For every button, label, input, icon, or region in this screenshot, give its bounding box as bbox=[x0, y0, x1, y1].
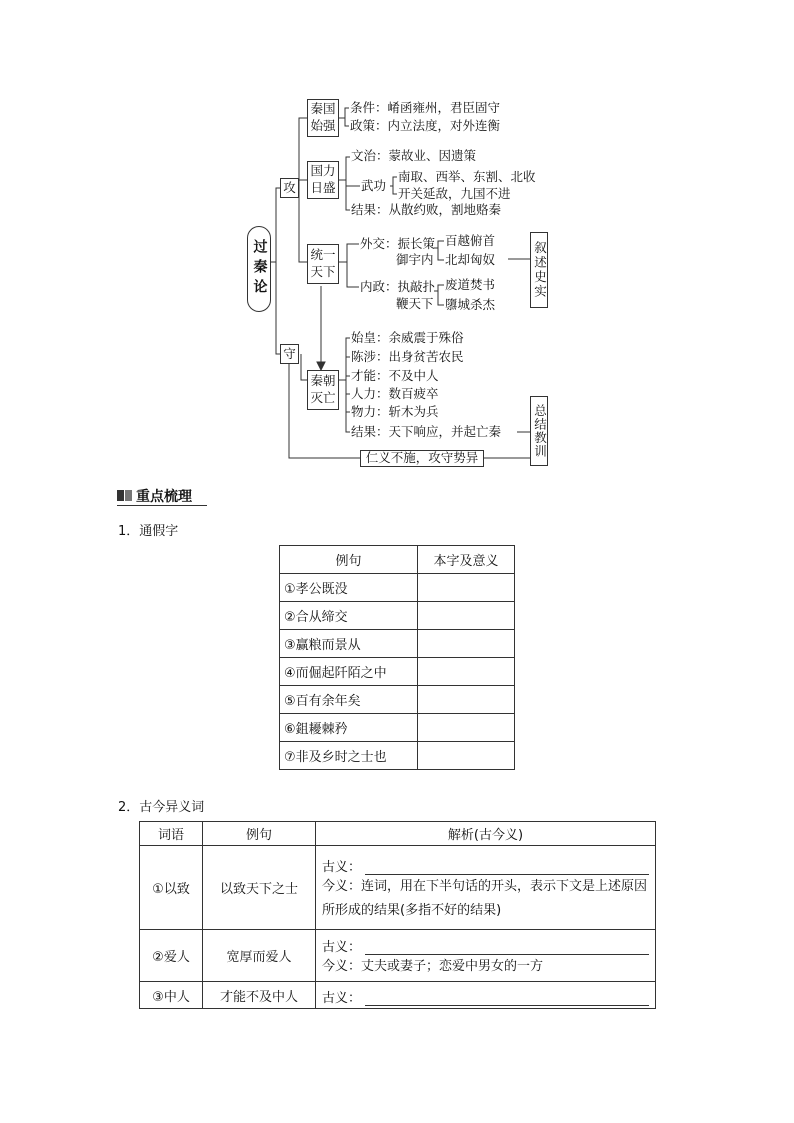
analysis-cell bbox=[316, 846, 656, 930]
attack-node bbox=[280, 178, 299, 198]
ancient-label: 古义： bbox=[322, 939, 362, 955]
unify-neizheng-label2: 鞭天下 bbox=[396, 296, 434, 311]
tongjiazi-table bbox=[279, 545, 515, 770]
unify-line2: 天下 bbox=[310, 264, 336, 279]
defend-label: 守 bbox=[283, 345, 296, 361]
conclusion-label: 仁义不施，攻守势异 bbox=[365, 450, 479, 466]
word-cell: ③中人 bbox=[140, 982, 203, 1009]
defend-node bbox=[280, 344, 299, 364]
unify-waijiao-label: 外交：振长策 bbox=[360, 236, 436, 251]
example-cell: ④而倔起阡陌之中 bbox=[280, 658, 418, 686]
example-cell: ②合从缔交 bbox=[280, 602, 418, 630]
section-marker-icon bbox=[117, 490, 124, 501]
ancient-answer-line[interactable] bbox=[365, 940, 649, 955]
fall-item: 物力：斩木为兵 bbox=[351, 404, 439, 419]
unify-waijiao-b: 北却匈奴 bbox=[445, 252, 496, 267]
root-node bbox=[247, 226, 271, 312]
fall-line2: 灭亡 bbox=[310, 390, 336, 405]
table-row bbox=[280, 630, 515, 658]
example-cell: ①孝公既没 bbox=[280, 574, 418, 602]
answer-cell[interactable] bbox=[418, 742, 515, 770]
power-wenzhi: 文治：蒙故业、因遗策 bbox=[351, 148, 477, 163]
table-row bbox=[140, 982, 656, 1009]
section-title: 重点梳理 bbox=[136, 489, 192, 505]
power-line1: 国力 bbox=[310, 163, 336, 179]
table-row bbox=[280, 714, 515, 742]
fall-line1: 秦朝 bbox=[310, 373, 336, 389]
table-row bbox=[280, 742, 515, 770]
unify-neizheng-b: 隳城杀杰 bbox=[445, 297, 496, 312]
ancient-meaning-row bbox=[322, 984, 649, 1006]
qin-fall-node bbox=[307, 370, 339, 410]
fall-item: 结果：天下响应，并起亡秦 bbox=[351, 424, 502, 439]
answer-cell[interactable] bbox=[418, 630, 515, 658]
table-row bbox=[140, 930, 656, 982]
part2-title: 2．古今异义词 bbox=[118, 800, 205, 815]
ancient-label: 古义： bbox=[322, 859, 362, 875]
power-jieguo: 结果：从散约败，割地赂秦 bbox=[351, 202, 502, 217]
modern-meaning: 今义：连词，用在下半句话的开头，表示下文是上述原因所形成的结果(多指不好的结果) bbox=[322, 878, 648, 918]
example-cell: ⑤百有余年矣 bbox=[280, 686, 418, 714]
root-label: 过秦论 bbox=[251, 239, 268, 299]
unify-neizheng-label: 内政：执敲扑 bbox=[360, 279, 436, 294]
narrate-box bbox=[530, 232, 548, 308]
table-row bbox=[280, 574, 515, 602]
power-wugong-line1: 南取、西举、东割、北收 bbox=[398, 169, 536, 184]
qin-strong-node bbox=[307, 99, 339, 137]
gujin-yiyi-table bbox=[139, 821, 656, 1009]
column-header: 本字及意义 bbox=[418, 546, 515, 574]
answer-cell[interactable] bbox=[418, 602, 515, 630]
ancient-answer-line[interactable] bbox=[365, 860, 649, 875]
qin-strong-line2: 始强 bbox=[310, 118, 336, 133]
ancient-meaning-row bbox=[322, 933, 649, 955]
unify-waijiao-label2: 御宇内 bbox=[396, 252, 434, 267]
summary-box bbox=[530, 396, 548, 466]
table-row bbox=[280, 602, 515, 630]
table-header-row bbox=[140, 822, 656, 846]
part1-title: 1．通假字 bbox=[118, 524, 179, 539]
ancient-label: 古义： bbox=[322, 991, 362, 1006]
answer-cell[interactable] bbox=[418, 658, 515, 686]
table-header-row bbox=[280, 546, 515, 574]
modern-meaning: 今义：丈夫或妻子；恋爱中男女的一方 bbox=[322, 958, 544, 974]
fall-item: 才能：不及中人 bbox=[351, 368, 439, 383]
word-cell: ②爱人 bbox=[140, 930, 203, 982]
attack-label: 攻 bbox=[283, 179, 296, 195]
column-header: 例句 bbox=[203, 822, 316, 846]
conclusion-box bbox=[360, 450, 484, 467]
unify-waijiao-a: 百越俯首 bbox=[445, 233, 496, 248]
column-header: 例句 bbox=[280, 546, 418, 574]
section-heading bbox=[117, 486, 207, 506]
qin-strong-line1: 秦国 bbox=[310, 101, 336, 117]
example-cell: ③赢粮而景从 bbox=[280, 630, 418, 658]
answer-cell[interactable] bbox=[418, 574, 515, 602]
table-row bbox=[280, 658, 515, 686]
unify-neizheng-a: 废道焚书 bbox=[445, 277, 496, 292]
answer-cell[interactable] bbox=[418, 714, 515, 742]
fall-item: 陈涉：出身贫苦农民 bbox=[351, 349, 464, 364]
example-cell: 宽厚而爱人 bbox=[203, 930, 316, 982]
qin-strong-item: 条件：崤函雍州，君臣固守 bbox=[350, 100, 501, 115]
answer-cell[interactable] bbox=[418, 686, 515, 714]
example-cell: ⑦非及乡时之士也 bbox=[280, 742, 418, 770]
analysis-cell bbox=[316, 930, 656, 982]
power-wugong-line2: 开关延敌，九国不进 bbox=[398, 186, 511, 201]
mind-map bbox=[0, 0, 794, 480]
column-header: 词语 bbox=[140, 822, 203, 846]
ancient-answer-line[interactable] bbox=[365, 991, 649, 1006]
summary-label: 总结教训 bbox=[532, 404, 548, 458]
section-marker-icon bbox=[125, 490, 132, 501]
power-line2: 日盛 bbox=[310, 180, 336, 195]
fall-item: 始皇：余威震于殊俗 bbox=[351, 330, 464, 345]
power-wugong-label: 武功 bbox=[361, 178, 387, 193]
column-header: 解析(古今义) bbox=[316, 822, 656, 846]
word-cell: ①以致 bbox=[140, 846, 203, 930]
analysis-cell bbox=[316, 982, 656, 1009]
narrate-label: 叙述史实 bbox=[532, 241, 548, 299]
ancient-meaning-row bbox=[322, 853, 649, 875]
table-row bbox=[280, 686, 515, 714]
section-underline bbox=[117, 505, 207, 506]
fall-item: 人力：数百疲卒 bbox=[351, 386, 439, 401]
example-cell: 以致天下之士 bbox=[203, 846, 316, 930]
example-cell: ⑥鉏耰棘矜 bbox=[280, 714, 418, 742]
national-power-node bbox=[307, 161, 339, 199]
unify-line1: 统一 bbox=[310, 247, 336, 263]
example-cell: 才能不及中人 bbox=[203, 982, 316, 1009]
table-row bbox=[140, 846, 656, 930]
qin-strong-item: 政策：内立法度，对外连衡 bbox=[350, 118, 501, 133]
unify-node bbox=[307, 244, 339, 284]
